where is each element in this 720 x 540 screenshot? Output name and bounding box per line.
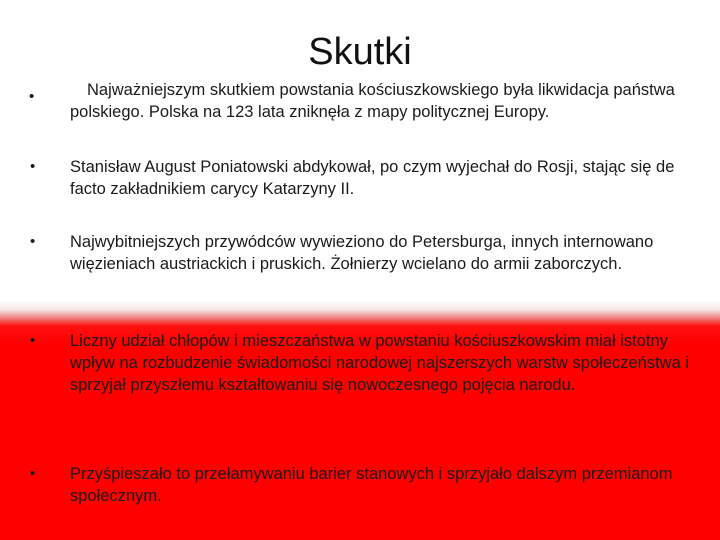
bullet-text: Najwybitniejszych przywódców wywieziono do Petersburga, innych internowano więzieniach austriackich i pruskich. Żołnierzy wcielano do armii zaborczych. bbox=[70, 233, 654, 273]
slide-title: Skutki bbox=[308, 31, 412, 73]
bullet-text: Stanisław August Poniatowski abdykował, po czym wyjechał do Rosji, stając się de facto zakładnikiem carycy Katarzyny II. bbox=[70, 158, 675, 198]
bullet-icon: • bbox=[30, 332, 36, 349]
bullet-icon: • bbox=[30, 465, 36, 482]
bullet-icon: • bbox=[29, 88, 35, 105]
bullet-icon: • bbox=[30, 233, 36, 250]
bullet-text: Liczny udział chłopów i mieszczaństwa w powstaniu kościuszkowskim miał istotny wpływ na rozbudzenie świadomości narodowej najszerszych warstw społeczeństwa i sprzyjał przyszłemu kształtowaniu się nowoczesnego pojęcia narodu. bbox=[70, 332, 690, 394]
bullet-icon: • bbox=[30, 158, 36, 175]
bullet-text: Najważniejszym skutkiem powstania kościuszkowskiego była likwidacja państwa polskiego. Polska na 123 lata zniknęła z mapy politycznej Europy. bbox=[70, 81, 675, 121]
bullet-text: Przyśpieszało to przełamywaniu barier stanowych i sprzyjało dalszym przemianom społecznym. bbox=[70, 465, 673, 505]
